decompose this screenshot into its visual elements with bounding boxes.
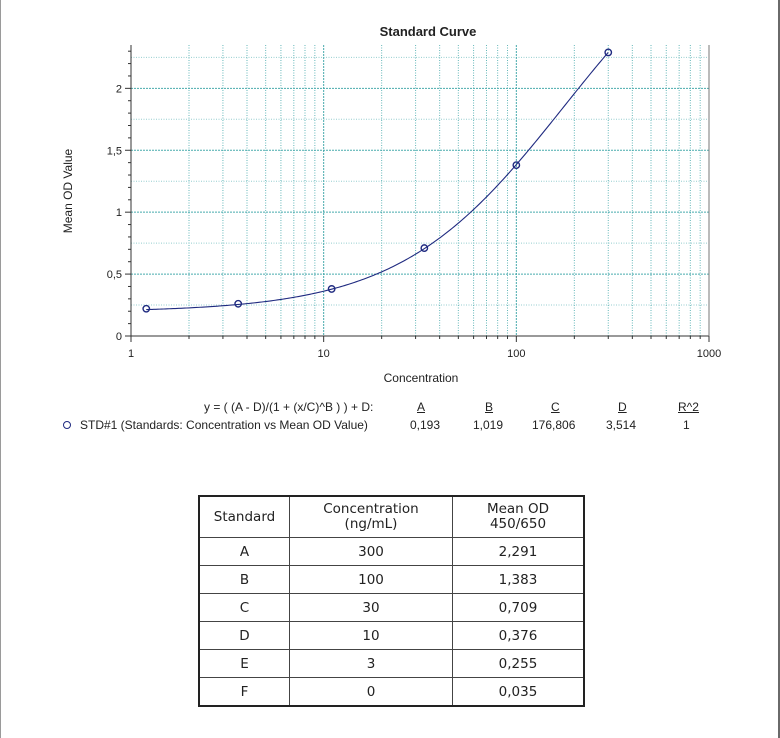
cell-standard: E	[199, 650, 290, 678]
x-tick-label: 100	[507, 348, 526, 360]
legend-marker-icon	[63, 421, 71, 429]
cell-concentration: 300	[290, 538, 453, 566]
x-tick-label: 1000	[696, 348, 722, 360]
legend-value-c: 176,806	[532, 418, 576, 432]
legend-header-r2: R^2	[678, 400, 699, 414]
table-row	[199, 650, 584, 678]
cell-mean-od: 0,255	[453, 650, 585, 678]
header-concentration: Concentration (ng/mL)	[290, 496, 453, 538]
x-axis-label: Concentration	[383, 371, 459, 385]
cell-standard: F	[199, 678, 290, 707]
cell-mean-od: 0,709	[453, 594, 585, 622]
legend-header-c: C	[551, 400, 560, 414]
cell-mean-od: 0,376	[453, 622, 585, 650]
y-tick-label: 2	[115, 83, 122, 96]
standards-table	[198, 495, 585, 707]
cell-mean-od: 2,291	[453, 538, 585, 566]
cell-concentration: 0	[290, 678, 453, 707]
fit-equation: y = ( (A - D)/(1 + (x/C)^B ) ) + D:	[204, 400, 374, 414]
table-header-row	[199, 496, 584, 538]
cell-mean-od: 0,035	[453, 678, 585, 707]
cell-standard: B	[199, 566, 290, 594]
cell-mean-od: 1,383	[453, 566, 585, 594]
cell-standard: D	[199, 622, 290, 650]
legend-header-a: A	[417, 400, 426, 414]
legend-value-b: 1,019	[473, 418, 504, 432]
header-standard: Standard	[199, 496, 290, 538]
y-tick-label: 0,5	[106, 269, 122, 282]
cell-standard: C	[199, 594, 290, 622]
table-row	[199, 538, 584, 566]
x-tick-label: 10	[317, 348, 330, 360]
x-tick-label: 1	[127, 348, 135, 360]
y-axis-label: Mean OD Value	[61, 148, 75, 234]
y-tick-label: 1,5	[106, 145, 122, 158]
cell-concentration: 3	[290, 650, 453, 678]
header-mean-od: Mean OD 450/650	[453, 496, 585, 538]
table-row	[199, 622, 584, 650]
cell-concentration: 100	[290, 566, 453, 594]
legend-value-d: 3,514	[606, 418, 637, 432]
table-row	[199, 594, 584, 622]
legend-value-a: 0,193	[410, 418, 441, 432]
legend-value-r2: 1	[683, 418, 690, 432]
legend-series-name: STD#1 (Standards: Concentration vs Mean OD Value)	[80, 418, 368, 432]
table-row	[199, 566, 584, 594]
table-row	[199, 678, 584, 707]
cell-standard: A	[199, 538, 290, 566]
y-tick-label: 1	[115, 207, 122, 220]
chart-title: Standard Curve	[379, 24, 477, 39]
legend-header-d: D	[618, 400, 627, 414]
cell-concentration: 10	[290, 622, 453, 650]
y-tick-label: 0	[115, 331, 122, 343]
cell-concentration: 30	[290, 594, 453, 622]
legend-header-b: B	[485, 400, 494, 414]
